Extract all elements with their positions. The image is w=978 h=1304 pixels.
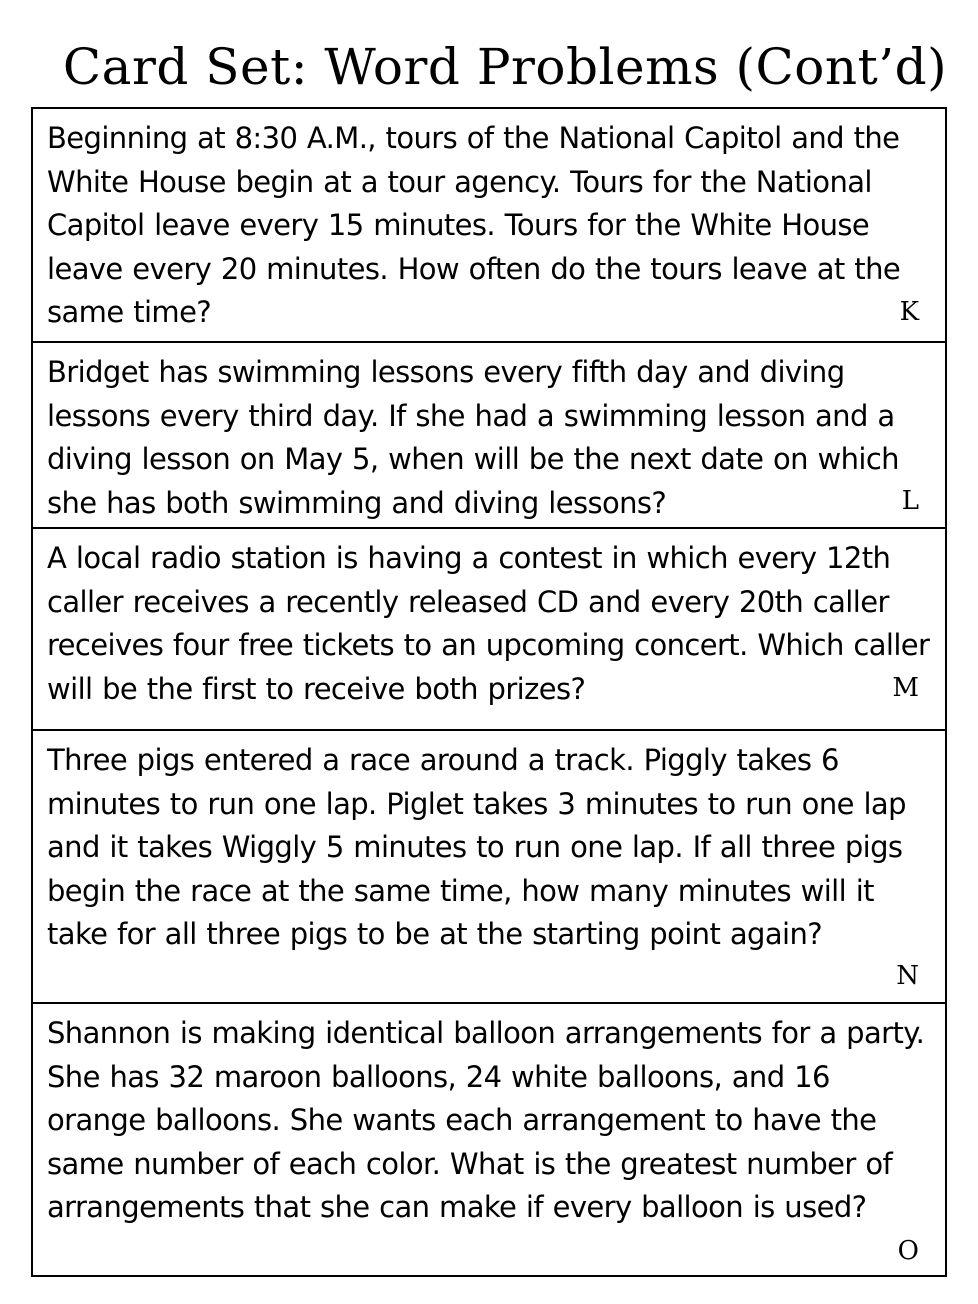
card-question-text: Three pigs entered a race around a track. Piggly takes 6 minutes to run one lap. Piglet takes 3 minutes to run one lap and it takes Wiggly 5 minutes to run one lap. If all three pigs begin the race at the same time, how many minutes will it take for all three pigs to be at the starting point again? (47, 743, 906, 951)
word-problem-card-o (33, 1002, 945, 1275)
card-question-text: Bridget has swimming lessons every fifth day and diving lessons every third day. If she had a swimming lesson and a diving lesson on May 5, when will be the next date on which she has both swimming and diving lessons? (47, 355, 899, 520)
card-letter-label: N (896, 961, 919, 991)
card-letter-label: K (899, 297, 919, 327)
card-question-text: A local radio station is having a contest in which every 12th caller receives a recently released CD and every 20th caller receives four free tickets to an upcoming concert. Which caller will be the first to receive both prizes? (47, 541, 930, 706)
word-problem-card-m (33, 527, 945, 729)
card-set (31, 107, 947, 1277)
page-title: Card Set: Word Problems (Cont’d) (62, 38, 948, 96)
card-letter-label: L (901, 486, 919, 516)
card-question-text: Shannon is making identical balloon arrangements for a party. She has 32 maroon balloons, 24 white balloons, and 16 orange balloons. She wants each arrangement to have the same number of each color. What is the greatest number of arrangements that she can make if every balloon is used? (47, 1016, 925, 1224)
word-problem-card-n (33, 729, 945, 1002)
word-problem-card-k (33, 109, 945, 341)
card-letter-label: O (897, 1236, 919, 1266)
card-question-text: Beginning at 8:30 A.M., tours of the National Capitol and the White House begin at a tour agency. Tours for the National Capitol leave every 15 minutes. Tours for the White House leave every 20 minutes. How often do the tours leave at the same time? (47, 121, 901, 329)
card-letter-label: M (892, 673, 919, 703)
word-problem-card-l (33, 341, 945, 527)
